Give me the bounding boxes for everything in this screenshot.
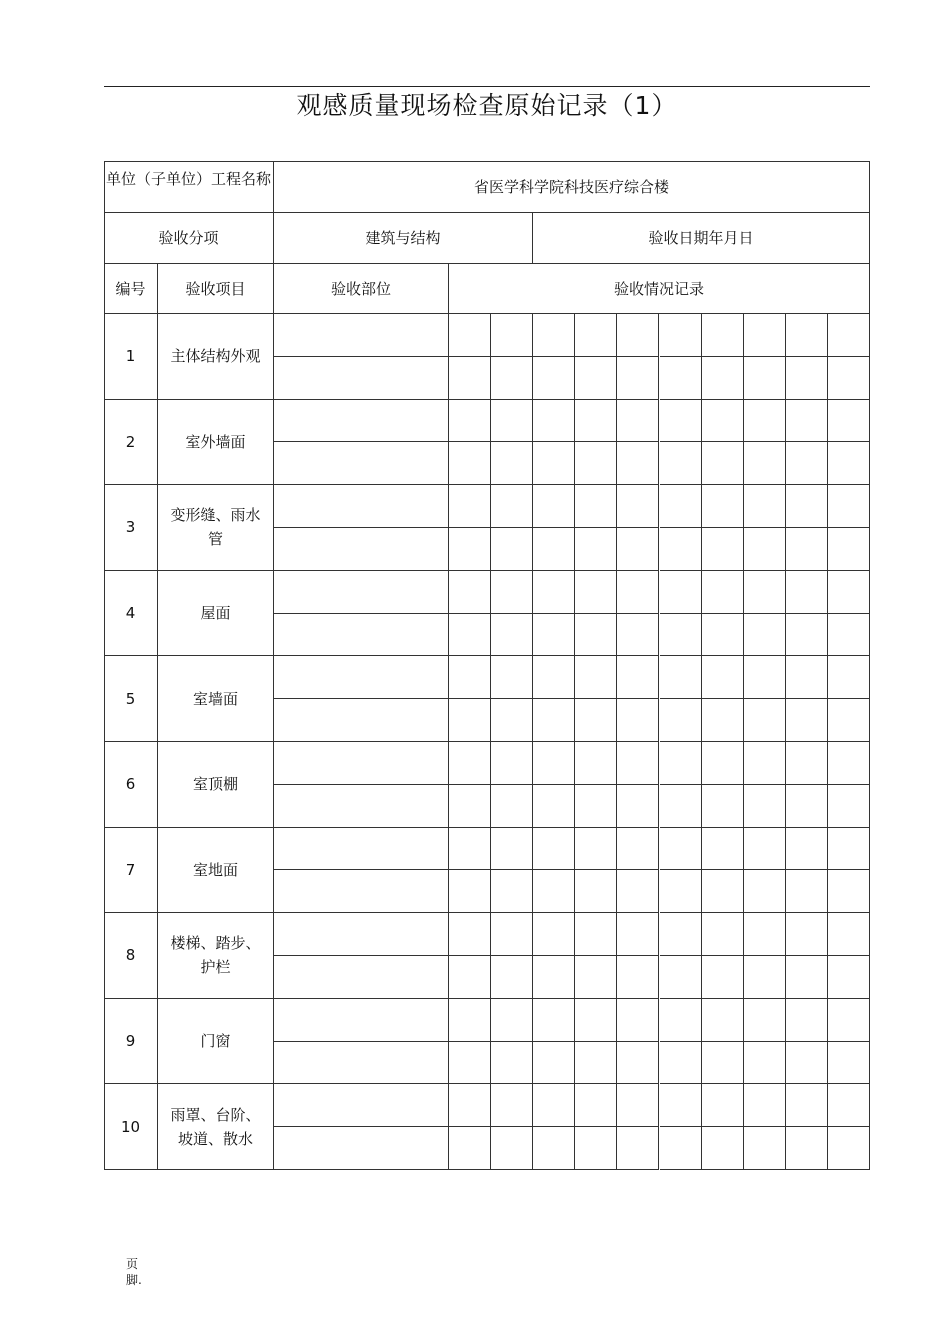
record-cell[interactable] — [660, 614, 702, 657]
record-cell[interactable] — [533, 870, 575, 913]
record-cell[interactable] — [828, 1042, 870, 1085]
record-cell[interactable] — [660, 999, 702, 1042]
record-cell[interactable] — [660, 699, 702, 742]
record-cell[interactable] — [744, 571, 786, 614]
record-cell[interactable] — [702, 400, 744, 443]
column-number-header: 编号 — [104, 264, 158, 314]
record-cell[interactable] — [786, 614, 828, 657]
record-cell[interactable] — [575, 571, 617, 614]
row-number: 7 — [104, 828, 158, 914]
record-cell[interactable] — [617, 870, 659, 913]
column-location-header: 验收部位 — [274, 264, 449, 314]
record-cell[interactable] — [617, 656, 659, 699]
record-cell[interactable] — [575, 400, 617, 443]
record-cell[interactable] — [491, 785, 533, 828]
record-cell[interactable] — [744, 785, 786, 828]
record-cell[interactable] — [702, 528, 744, 571]
record-cell[interactable] — [533, 1084, 575, 1127]
record-cell[interactable] — [828, 485, 870, 528]
record-cell[interactable] — [617, 785, 659, 828]
record-cell[interactable] — [449, 442, 491, 485]
row-number: 9 — [104, 999, 158, 1085]
location-field[interactable] — [274, 528, 449, 571]
row-item-label: 主体结构外观 — [158, 314, 274, 400]
record-cell[interactable] — [491, 571, 533, 614]
record-cell[interactable] — [828, 656, 870, 699]
record-cell[interactable] — [491, 913, 533, 956]
column-item-header: 验收项目 — [158, 264, 274, 314]
record-cell[interactable] — [660, 1084, 702, 1127]
record-cell[interactable] — [449, 742, 491, 785]
record-cell[interactable] — [702, 1042, 744, 1085]
record-cell[interactable] — [828, 314, 870, 357]
record-cell[interactable] — [491, 828, 533, 871]
record-cell[interactable] — [617, 1042, 659, 1085]
record-cell[interactable] — [575, 485, 617, 528]
record-cell[interactable] — [744, 528, 786, 571]
record-cell[interactable] — [491, 1042, 533, 1085]
record-cell[interactable] — [617, 528, 659, 571]
record-cell[interactable] — [491, 357, 533, 400]
record-cell[interactable] — [786, 785, 828, 828]
header-rule — [104, 86, 870, 87]
record-cell[interactable] — [786, 656, 828, 699]
inspection-table — [104, 161, 870, 1170]
location-field[interactable] — [274, 442, 449, 485]
record-cell[interactable] — [491, 442, 533, 485]
record-cell[interactable] — [575, 442, 617, 485]
record-cell[interactable] — [744, 828, 786, 871]
record-cell[interactable] — [533, 400, 575, 443]
record-cell[interactable] — [660, 656, 702, 699]
record-cell[interactable] — [702, 999, 744, 1042]
location-field[interactable] — [274, 1042, 449, 1085]
record-cell[interactable] — [449, 699, 491, 742]
record-cell[interactable] — [533, 442, 575, 485]
location-field[interactable] — [274, 785, 449, 828]
record-cell[interactable] — [660, 785, 702, 828]
record-cell[interactable] — [617, 485, 659, 528]
record-cell[interactable] — [617, 314, 659, 357]
record-cell[interactable] — [828, 614, 870, 657]
record-cell[interactable] — [702, 1084, 744, 1127]
record-cell[interactable] — [660, 571, 702, 614]
record-cell[interactable] — [828, 571, 870, 614]
record-cell[interactable] — [744, 1084, 786, 1127]
subitem-label: 验收分项 — [104, 213, 274, 264]
record-cell[interactable] — [702, 357, 744, 400]
record-cell[interactable] — [617, 571, 659, 614]
record-cell[interactable] — [786, 357, 828, 400]
record-cell[interactable] — [744, 614, 786, 657]
record-cell[interactable] — [702, 699, 744, 742]
record-cell[interactable] — [533, 314, 575, 357]
record-cell[interactable] — [786, 870, 828, 913]
record-cell[interactable] — [828, 742, 870, 785]
record-cell[interactable] — [702, 571, 744, 614]
record-cell[interactable] — [449, 999, 491, 1042]
record-cell[interactable] — [702, 442, 744, 485]
record-cell[interactable] — [660, 1042, 702, 1085]
location-field[interactable] — [274, 357, 449, 400]
record-cell[interactable] — [449, 528, 491, 571]
record-cell[interactable] — [617, 614, 659, 657]
record-cell[interactable] — [617, 699, 659, 742]
record-cell[interactable] — [660, 913, 702, 956]
location-field[interactable] — [274, 571, 449, 614]
record-cell[interactable] — [660, 357, 702, 400]
record-cell[interactable] — [702, 828, 744, 871]
record-cell[interactable] — [449, 485, 491, 528]
record-cell[interactable] — [617, 742, 659, 785]
record-cell[interactable] — [744, 913, 786, 956]
record-cell[interactable] — [786, 400, 828, 443]
record-cell[interactable] — [575, 314, 617, 357]
location-field[interactable] — [274, 656, 449, 699]
record-cell[interactable] — [491, 699, 533, 742]
record-cell[interactable] — [660, 314, 702, 357]
record-cell[interactable] — [617, 1084, 659, 1127]
row-item-label: 雨罩、台阶、坡道、散水 — [158, 1084, 274, 1170]
record-cell[interactable] — [828, 913, 870, 956]
record-cell[interactable] — [744, 485, 786, 528]
record-cell[interactable] — [533, 956, 575, 999]
record-cell[interactable] — [617, 357, 659, 400]
location-field[interactable] — [274, 956, 449, 999]
row-item-label: 屋面 — [158, 571, 274, 657]
record-cell[interactable] — [786, 1127, 828, 1170]
record-cell[interactable] — [744, 742, 786, 785]
record-cell[interactable] — [533, 699, 575, 742]
location-field[interactable] — [274, 828, 449, 871]
record-cell[interactable] — [786, 999, 828, 1042]
record-cell[interactable] — [744, 699, 786, 742]
record-cell[interactable] — [786, 1084, 828, 1127]
record-cell[interactable] — [533, 742, 575, 785]
row-number: 5 — [104, 656, 158, 742]
record-cell[interactable] — [617, 1127, 659, 1170]
record-cell[interactable] — [660, 956, 702, 999]
record-cell[interactable] — [575, 357, 617, 400]
record-cell[interactable] — [491, 400, 533, 443]
record-cell[interactable] — [702, 913, 744, 956]
location-field[interactable] — [274, 314, 449, 357]
record-cell[interactable] — [786, 742, 828, 785]
record-cell[interactable] — [575, 1084, 617, 1127]
record-cell[interactable] — [575, 870, 617, 913]
record-cell[interactable] — [575, 913, 617, 956]
record-cell[interactable] — [660, 1127, 702, 1170]
record-cell[interactable] — [617, 442, 659, 485]
record-cell[interactable] — [702, 485, 744, 528]
record-cell[interactable] — [786, 485, 828, 528]
record-cell[interactable] — [533, 1127, 575, 1170]
record-cell[interactable] — [744, 400, 786, 443]
record-cell[interactable] — [828, 785, 870, 828]
record-cell[interactable] — [786, 442, 828, 485]
record-cell[interactable] — [575, 999, 617, 1042]
row-number: 3 — [104, 485, 158, 571]
record-cell[interactable] — [786, 913, 828, 956]
record-cell[interactable] — [449, 785, 491, 828]
record-cell[interactable] — [828, 442, 870, 485]
row-number: 6 — [104, 742, 158, 828]
record-cell[interactable] — [660, 828, 702, 871]
record-cell[interactable] — [491, 956, 533, 999]
record-cell[interactable] — [660, 528, 702, 571]
record-cell[interactable] — [575, 828, 617, 871]
record-cell[interactable] — [575, 742, 617, 785]
record-cell[interactable] — [786, 1042, 828, 1085]
column-record-header: 验收情况记录 — [449, 264, 870, 314]
record-cell[interactable] — [533, 485, 575, 528]
record-cell[interactable] — [533, 528, 575, 571]
record-cell[interactable] — [786, 571, 828, 614]
record-cell[interactable] — [786, 528, 828, 571]
record-cell[interactable] — [533, 614, 575, 657]
record-cell[interactable] — [786, 699, 828, 742]
record-cell[interactable] — [828, 699, 870, 742]
record-cell[interactable] — [702, 1127, 744, 1170]
record-cell[interactable] — [828, 1127, 870, 1170]
row-item-label: 室墙面 — [158, 656, 274, 742]
row-number: 4 — [104, 571, 158, 657]
location-field[interactable] — [274, 1084, 449, 1127]
location-field[interactable] — [274, 999, 449, 1042]
record-cell[interactable] — [575, 1042, 617, 1085]
record-cell[interactable] — [828, 400, 870, 443]
record-cell[interactable] — [491, 656, 533, 699]
record-cell[interactable] — [744, 999, 786, 1042]
record-cell[interactable] — [617, 999, 659, 1042]
record-cell[interactable] — [828, 357, 870, 400]
record-cell[interactable] — [533, 913, 575, 956]
row-number: 8 — [104, 913, 158, 999]
record-cell[interactable] — [491, 1084, 533, 1127]
record-cell[interactable] — [702, 785, 744, 828]
record-cell[interactable] — [491, 528, 533, 571]
record-cell[interactable] — [660, 442, 702, 485]
unit-project-value: 省医学科学院科技医疗综合楼 — [274, 161, 870, 213]
record-cell[interactable] — [744, 357, 786, 400]
record-cell[interactable] — [744, 1042, 786, 1085]
record-cell[interactable] — [449, 314, 491, 357]
record-cell[interactable] — [744, 442, 786, 485]
record-cell[interactable] — [702, 742, 744, 785]
record-cell[interactable] — [702, 870, 744, 913]
record-cell[interactable] — [702, 656, 744, 699]
row-item-label: 室顶棚 — [158, 742, 274, 828]
record-cell[interactable] — [449, 1084, 491, 1127]
location-field[interactable] — [274, 870, 449, 913]
record-cell[interactable] — [575, 528, 617, 571]
record-cell[interactable] — [491, 1127, 533, 1170]
location-field[interactable] — [274, 1127, 449, 1170]
record-cell[interactable] — [533, 828, 575, 871]
record-cell[interactable] — [491, 314, 533, 357]
record-cell[interactable] — [533, 1042, 575, 1085]
record-cell[interactable] — [786, 956, 828, 999]
record-cell[interactable] — [491, 485, 533, 528]
record-cell[interactable] — [744, 956, 786, 999]
record-cell[interactable] — [702, 314, 744, 357]
record-cell[interactable] — [533, 785, 575, 828]
subitem-value: 建筑与结构 — [274, 213, 533, 264]
record-cell[interactable] — [449, 870, 491, 913]
record-cell[interactable] — [449, 1127, 491, 1170]
record-cell[interactable] — [449, 614, 491, 657]
location-field[interactable] — [274, 699, 449, 742]
row-item-label: 变形缝、雨水管 — [158, 485, 274, 571]
record-cell[interactable] — [491, 999, 533, 1042]
record-cell[interactable] — [449, 828, 491, 871]
record-cell[interactable] — [702, 956, 744, 999]
row-number: 1 — [104, 314, 158, 400]
record-cell[interactable] — [449, 656, 491, 699]
record-cell[interactable] — [449, 1042, 491, 1085]
record-cell[interactable] — [575, 956, 617, 999]
record-cell[interactable] — [575, 656, 617, 699]
record-cell[interactable] — [744, 656, 786, 699]
record-cell[interactable] — [786, 828, 828, 871]
record-cell[interactable] — [744, 1127, 786, 1170]
record-cell[interactable] — [617, 828, 659, 871]
record-cell[interactable] — [449, 400, 491, 443]
record-cell[interactable] — [617, 913, 659, 956]
record-cell[interactable] — [449, 357, 491, 400]
record-cell[interactable] — [533, 571, 575, 614]
record-cell[interactable] — [828, 870, 870, 913]
record-cell[interactable] — [575, 1127, 617, 1170]
page-title: 观感质量现场检查原始记录（1） — [296, 91, 678, 120]
record-cell[interactable] — [660, 400, 702, 443]
location-field[interactable] — [274, 485, 449, 528]
location-field[interactable] — [274, 913, 449, 956]
record-cell[interactable] — [744, 314, 786, 357]
record-cell[interactable] — [575, 699, 617, 742]
record-cell[interactable] — [660, 742, 702, 785]
row-item-label: 门窗 — [158, 999, 274, 1085]
record-cell[interactable] — [575, 614, 617, 657]
location-field[interactable] — [274, 614, 449, 657]
record-cell[interactable] — [491, 742, 533, 785]
record-cell[interactable] — [828, 828, 870, 871]
record-cell[interactable] — [617, 400, 659, 443]
record-cell[interactable] — [828, 1084, 870, 1127]
record-cell[interactable] — [533, 357, 575, 400]
record-cell[interactable] — [491, 870, 533, 913]
unit-project-label: 单位（子单位）工程名称 — [104, 161, 274, 213]
record-cell[interactable] — [449, 913, 491, 956]
record-cell[interactable] — [660, 485, 702, 528]
record-cell[interactable] — [575, 785, 617, 828]
record-cell[interactable] — [491, 614, 533, 657]
record-cell[interactable] — [828, 956, 870, 999]
record-cell[interactable] — [660, 870, 702, 913]
record-cell[interactable] — [449, 956, 491, 999]
record-cell[interactable] — [744, 870, 786, 913]
row-item-label: 室外墙面 — [158, 400, 274, 486]
record-cell[interactable] — [702, 614, 744, 657]
record-cell[interactable] — [449, 571, 491, 614]
row-number: 10 — [104, 1084, 158, 1170]
location-field[interactable] — [274, 742, 449, 785]
record-cell[interactable] — [533, 656, 575, 699]
record-cell[interactable] — [828, 528, 870, 571]
page-footer: 页 脚. — [126, 1257, 142, 1287]
record-cell[interactable] — [533, 999, 575, 1042]
row-number: 2 — [104, 400, 158, 486]
record-cell[interactable] — [786, 314, 828, 357]
record-cell[interactable] — [828, 999, 870, 1042]
row-item-label: 楼梯、踏步、护栏 — [158, 913, 274, 999]
date-label: 验收日期年月日 — [533, 213, 870, 264]
location-field[interactable] — [274, 400, 449, 443]
row-item-label: 室地面 — [158, 828, 274, 914]
record-cell[interactable] — [617, 956, 659, 999]
